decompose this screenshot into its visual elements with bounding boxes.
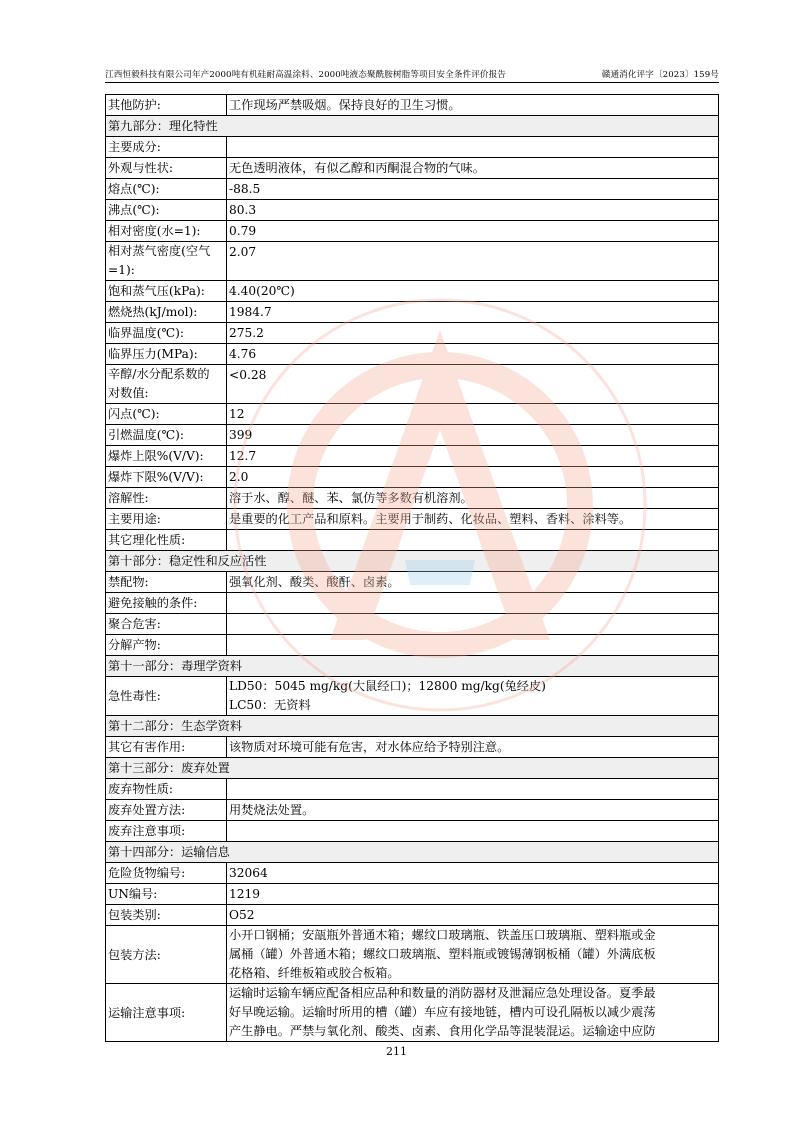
field-value-line: 好早晚运输。运输时所用的槽（罐）车应有接地链，槽内可设孔隔板以减少震荡 — [229, 1005, 656, 1019]
field-label-line: 辛醇/水分配系数的 — [108, 367, 210, 381]
field-value: 该物质对环境可能有危害，对水体应给予特别注意。 — [227, 737, 719, 758]
table-row — [106, 467, 719, 488]
section-title: 第十二部分：生态学资料 — [106, 716, 719, 737]
field-label: 包装方法: — [106, 926, 227, 984]
field-value: 4.40(20℃) — [227, 281, 719, 302]
table-row — [106, 737, 719, 758]
table-row — [106, 200, 719, 221]
field-label: 主要成分: — [106, 137, 227, 158]
table-row — [106, 344, 719, 365]
field-label: UN编号: — [106, 884, 227, 905]
field-label: 禁配物: — [106, 572, 227, 593]
field-value: 是重要的化工产品和原料。主要用于制药、化妆品、塑料、香料、涂料等。 — [227, 509, 719, 530]
table-row — [106, 281, 719, 302]
section-header-row — [106, 716, 719, 737]
field-value: <0.28 — [227, 365, 719, 404]
field-label: 废弃物性质: — [106, 779, 227, 800]
field-label-line: 对数值: — [108, 386, 149, 400]
table-row — [106, 593, 719, 614]
field-label: 引燃温度(℃): — [106, 425, 227, 446]
table-row — [106, 800, 719, 821]
field-label: 外观与性状: — [106, 158, 227, 179]
table-row — [106, 365, 719, 404]
table-row — [106, 302, 719, 323]
field-value — [227, 926, 719, 984]
header-rule — [105, 82, 719, 83]
field-value-line: 产生静电。严禁与氧化剂、酸类、卤素、食用化学品等混装混运。运输途中应防 — [229, 1024, 656, 1038]
table-row — [106, 677, 719, 716]
table-row — [106, 530, 719, 551]
table-row — [106, 323, 719, 344]
section-header-row — [106, 758, 719, 779]
field-label: 急性毒性: — [106, 677, 227, 716]
field-label: 闪点(℃): — [106, 404, 227, 425]
field-label-line: 相对蒸气密度(空气 — [108, 244, 211, 258]
table-row — [106, 984, 719, 1042]
field-value — [227, 677, 719, 716]
table-row — [106, 179, 719, 200]
field-value: 1219 — [227, 884, 719, 905]
field-value: 275.2 — [227, 323, 719, 344]
field-value: -88.5 — [227, 179, 719, 200]
field-value: 12.7 — [227, 446, 719, 467]
table-row — [106, 863, 719, 884]
field-value: O52 — [227, 905, 719, 926]
table-row — [106, 404, 719, 425]
field-value: 溶于水、醇、醚、苯、氯仿等多数有机溶剂。 — [227, 488, 719, 509]
field-label: 熔点(℃): — [106, 179, 227, 200]
field-label: 临界温度(℃): — [106, 323, 227, 344]
table-row — [106, 905, 719, 926]
table-row — [106, 821, 719, 842]
field-value: 80.3 — [227, 200, 719, 221]
header-doc-number: 赣通消化评字〔2023〕159号 — [601, 70, 719, 80]
section-title: 第九部分：理化特性 — [106, 116, 719, 137]
section-title: 第十部分：稳定性和反应活性 — [106, 551, 719, 572]
table-row — [106, 635, 719, 656]
field-label: 爆炸下限%(V/V): — [106, 467, 227, 488]
field-value: 0.79 — [227, 221, 719, 242]
field-value: 2.0 — [227, 467, 719, 488]
field-value: 2.07 — [227, 242, 719, 281]
field-value: 1984.7 — [227, 302, 719, 323]
section-title: 第十三部分：废弃处置 — [106, 758, 719, 779]
msds-table — [105, 94, 719, 1042]
field-value: 399 — [227, 425, 719, 446]
field-label: 废弃注意事项: — [106, 821, 227, 842]
field-value — [227, 137, 719, 158]
field-label-line: =1): — [108, 263, 135, 277]
table-row — [106, 425, 719, 446]
field-label: 分解产物: — [106, 635, 227, 656]
field-label: 运输注意事项: — [106, 984, 227, 1042]
field-value-line: 花格箱、纤维板箱或胶合板箱。 — [229, 966, 400, 980]
field-value — [227, 635, 719, 656]
field-value-line: 属桶（罐）外普通木箱；螺纹口玻璃瓶、塑料瓶或镀锡薄钢板桶（罐）外满底板 — [229, 947, 656, 961]
field-label: 废弃处置方法: — [106, 800, 227, 821]
field-label: 临界压力(MPa): — [106, 344, 227, 365]
field-value: 32064 — [227, 863, 719, 884]
field-label: 燃烧热(kJ/mol): — [106, 302, 227, 323]
field-label: 爆炸上限%(V/V): — [106, 446, 227, 467]
field-value: 强氧化剂、酸类、酸酐、卤素。 — [227, 572, 719, 593]
field-value: 4.76 — [227, 344, 719, 365]
page-header — [105, 68, 719, 80]
field-label: 包装类别: — [106, 905, 227, 926]
field-value-line: 小开口钢桶；安瓿瓶外普通木箱；螺纹口玻璃瓶、铁盖压口玻璃瓶、塑料瓶或金 — [229, 928, 656, 942]
field-value — [227, 593, 719, 614]
table-row — [106, 509, 719, 530]
field-label — [106, 365, 227, 404]
table-row — [106, 137, 719, 158]
field-label: 避免接触的条件: — [106, 593, 227, 614]
field-value-line: 运输时运输车辆应配备相应品种和数量的消防器材及泄漏应急处理设备。夏季最 — [229, 986, 656, 1000]
section-header-row — [106, 116, 719, 137]
field-value-line: LC50：无资料 — [229, 698, 311, 712]
field-value — [227, 614, 719, 635]
table-row — [106, 926, 719, 984]
field-value: 用焚烧法处置。 — [227, 800, 719, 821]
header-title: 江西恒毅科技有限公司年产2000吨有机硅耐高温涂料、2000吨液态聚酰胺树脂等项目安全条件评价报告 — [105, 70, 506, 80]
section-header-row — [106, 842, 719, 863]
table-row — [106, 242, 719, 281]
field-value: 工作现场严禁吸烟。保持良好的卫生习惯。 — [227, 95, 719, 116]
field-label: 主要用途: — [106, 509, 227, 530]
section-title: 第十四部分：运输信息 — [106, 842, 719, 863]
field-label: 溶解性: — [106, 488, 227, 509]
field-label: 沸点(℃): — [106, 200, 227, 221]
field-value — [227, 821, 719, 842]
field-label: 危险货物编号: — [106, 863, 227, 884]
field-label: 其他防护: — [106, 95, 227, 116]
field-label — [106, 242, 227, 281]
field-value: 12 — [227, 404, 719, 425]
field-label: 聚合危害: — [106, 614, 227, 635]
field-value-line: LD50：5045 mg/kg(大鼠经口)；12800 mg/kg(兔经皮) — [229, 679, 546, 693]
field-value — [227, 530, 719, 551]
section-header-row — [106, 656, 719, 677]
table-row — [106, 779, 719, 800]
section-header-row — [106, 551, 719, 572]
table-row — [106, 488, 719, 509]
section-title: 第十一部分：毒理学资料 — [106, 656, 719, 677]
table-row — [106, 614, 719, 635]
table-row — [106, 572, 719, 593]
table-row — [106, 884, 719, 905]
field-value: 无色透明液体，有似乙醇和丙酮混合物的气味。 — [227, 158, 719, 179]
page-number: 211 — [386, 1045, 407, 1058]
table-row — [106, 158, 719, 179]
field-label: 其它理化性质: — [106, 530, 227, 551]
table-row — [106, 446, 719, 467]
field-value — [227, 984, 719, 1042]
field-label: 其它有害作用: — [106, 737, 227, 758]
field-value — [227, 779, 719, 800]
field-label: 饱和蒸气压(kPa): — [106, 281, 227, 302]
table-row — [106, 221, 719, 242]
field-label: 相对密度(水=1): — [106, 221, 227, 242]
table-row — [106, 95, 719, 116]
